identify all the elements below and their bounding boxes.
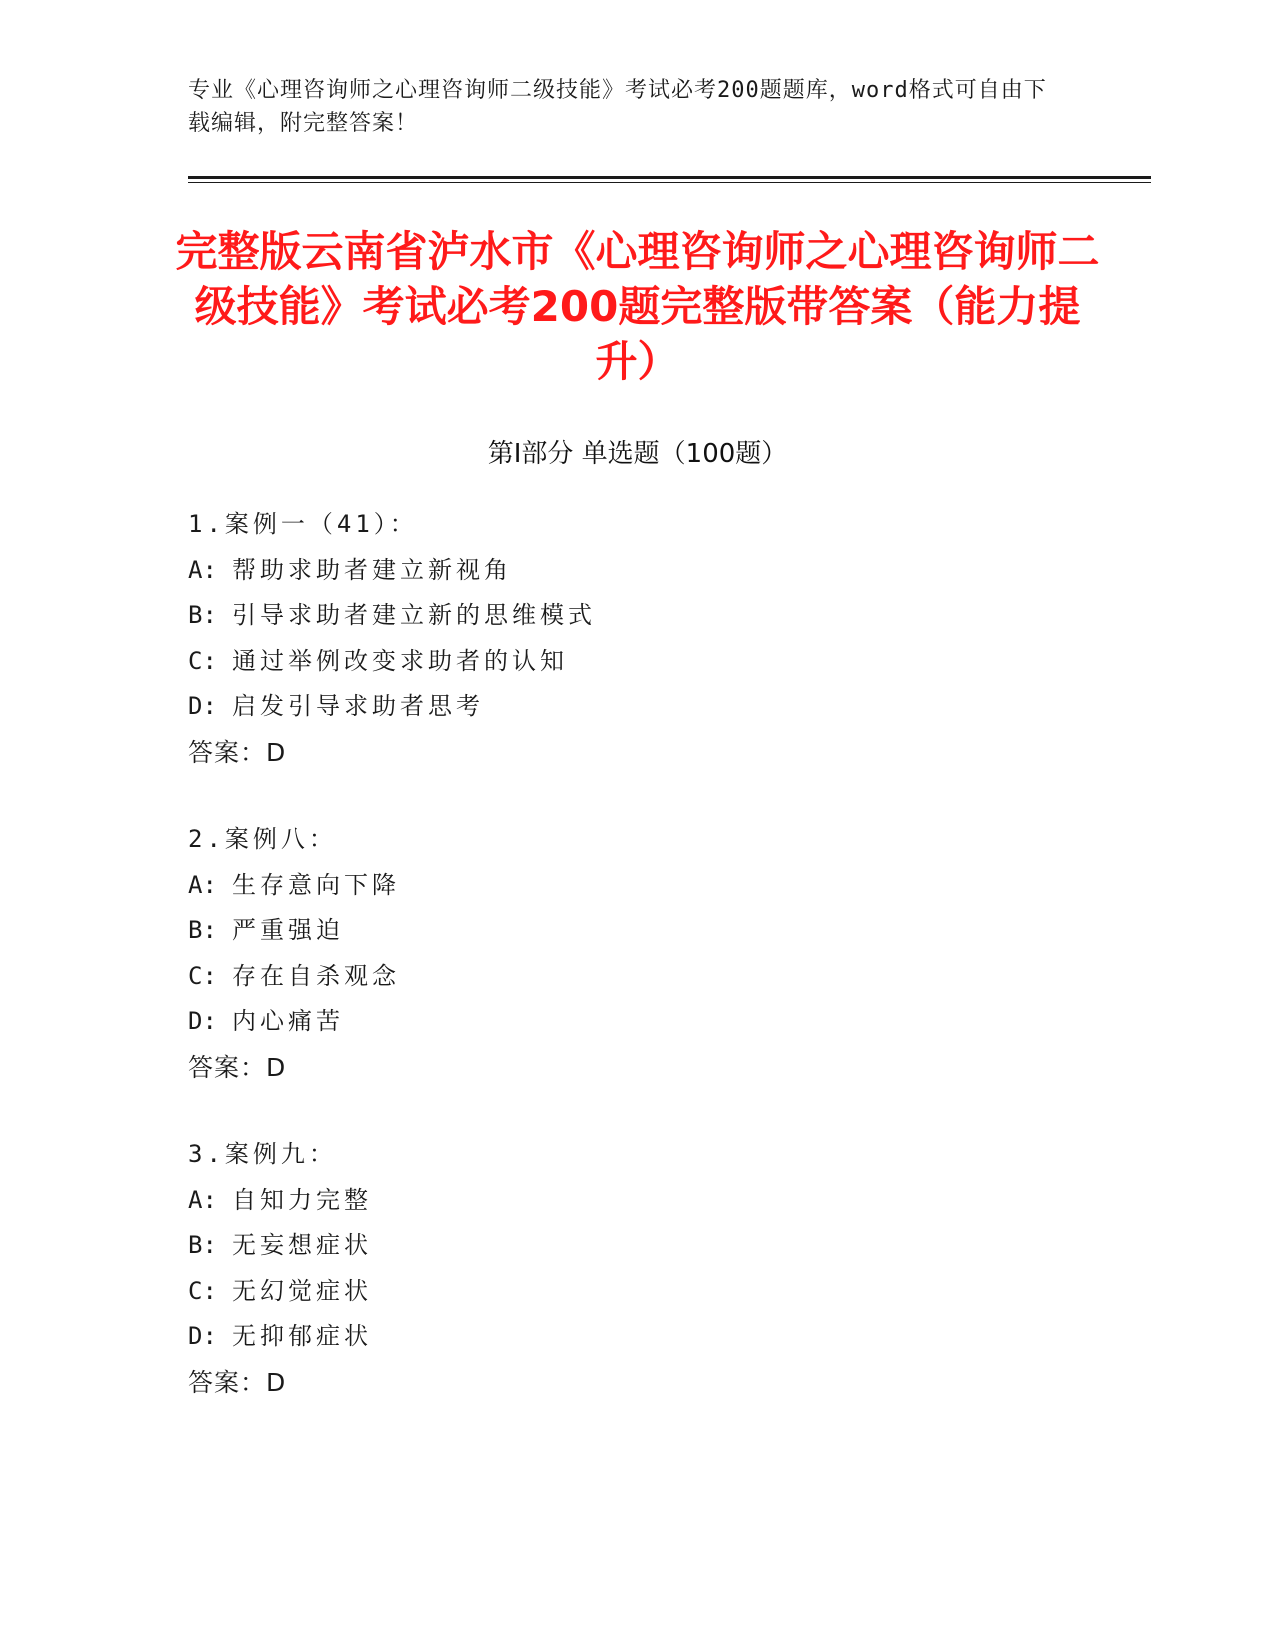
option-b bbox=[188, 1223, 1088, 1269]
option-text: 启发引导求助者思考 bbox=[232, 692, 484, 720]
answer: 答案：D bbox=[188, 1052, 287, 1082]
option-a bbox=[188, 863, 1088, 909]
answer: 答案：D bbox=[188, 1367, 287, 1397]
option-letter: C: bbox=[188, 961, 217, 990]
option-a bbox=[188, 1178, 1088, 1224]
option-letter: B: bbox=[188, 1231, 217, 1259]
option-letter: A: bbox=[188, 870, 217, 899]
option-text: 存在自杀观念 bbox=[232, 961, 400, 990]
option-text: 通过举例改变求助者的认知 bbox=[232, 646, 568, 675]
option-letter: B: bbox=[188, 601, 217, 629]
option-letter: A: bbox=[188, 1185, 217, 1214]
answer: 答案：D bbox=[188, 737, 287, 767]
option-letter: C: bbox=[188, 1276, 217, 1305]
header-divider bbox=[188, 176, 1151, 179]
option-b bbox=[188, 593, 1088, 639]
option-text: 无幻觉症状 bbox=[232, 1276, 372, 1305]
question-stem: 3.案例九： bbox=[188, 1140, 337, 1168]
option-c bbox=[188, 1269, 1088, 1315]
option-letter: C: bbox=[188, 646, 217, 675]
option-b bbox=[188, 908, 1088, 954]
option-letter: D: bbox=[188, 1007, 217, 1035]
question-1 bbox=[188, 502, 1088, 775]
option-d bbox=[188, 684, 1088, 730]
question-2 bbox=[188, 817, 1088, 1090]
option-a bbox=[188, 548, 1088, 594]
option-text: 严重强迫 bbox=[232, 916, 344, 944]
header-divider-thin bbox=[188, 182, 1151, 183]
option-text: 生存意向下降 bbox=[232, 870, 400, 899]
option-c bbox=[188, 954, 1088, 1000]
option-text: 帮助求助者建立新视角 bbox=[232, 555, 512, 584]
option-text: 无抑郁症状 bbox=[232, 1322, 372, 1350]
option-text: 内心痛苦 bbox=[232, 1007, 344, 1035]
document-title: 完整版云南省泸水市《心理咨询师之心理咨询师二级技能》考试必考200题完整版带答案（能力提升） bbox=[175, 227, 1100, 386]
header-note: 专业《心理咨询师之心理咨询师二级技能》考试必考200题题库，word格式可自由下载编辑，附完整答案！ bbox=[188, 78, 1047, 136]
section-title: 第Ⅰ部分 单选题（100题） bbox=[487, 439, 788, 469]
question-stem: 2.案例八： bbox=[188, 825, 337, 853]
option-letter: B: bbox=[188, 916, 217, 944]
option-d bbox=[188, 999, 1088, 1045]
option-c bbox=[188, 639, 1088, 685]
option-letter: A: bbox=[188, 555, 217, 584]
option-text: 无妄想症状 bbox=[232, 1231, 372, 1259]
option-d bbox=[188, 1314, 1088, 1360]
option-text: 引导求助者建立新的思维模式 bbox=[232, 601, 596, 629]
question-3 bbox=[188, 1132, 1088, 1405]
option-text: 自知力完整 bbox=[232, 1185, 372, 1214]
option-letter: D: bbox=[188, 1322, 217, 1350]
question-stem: 1.案例一（41）： bbox=[188, 510, 418, 538]
option-letter: D: bbox=[188, 692, 217, 720]
